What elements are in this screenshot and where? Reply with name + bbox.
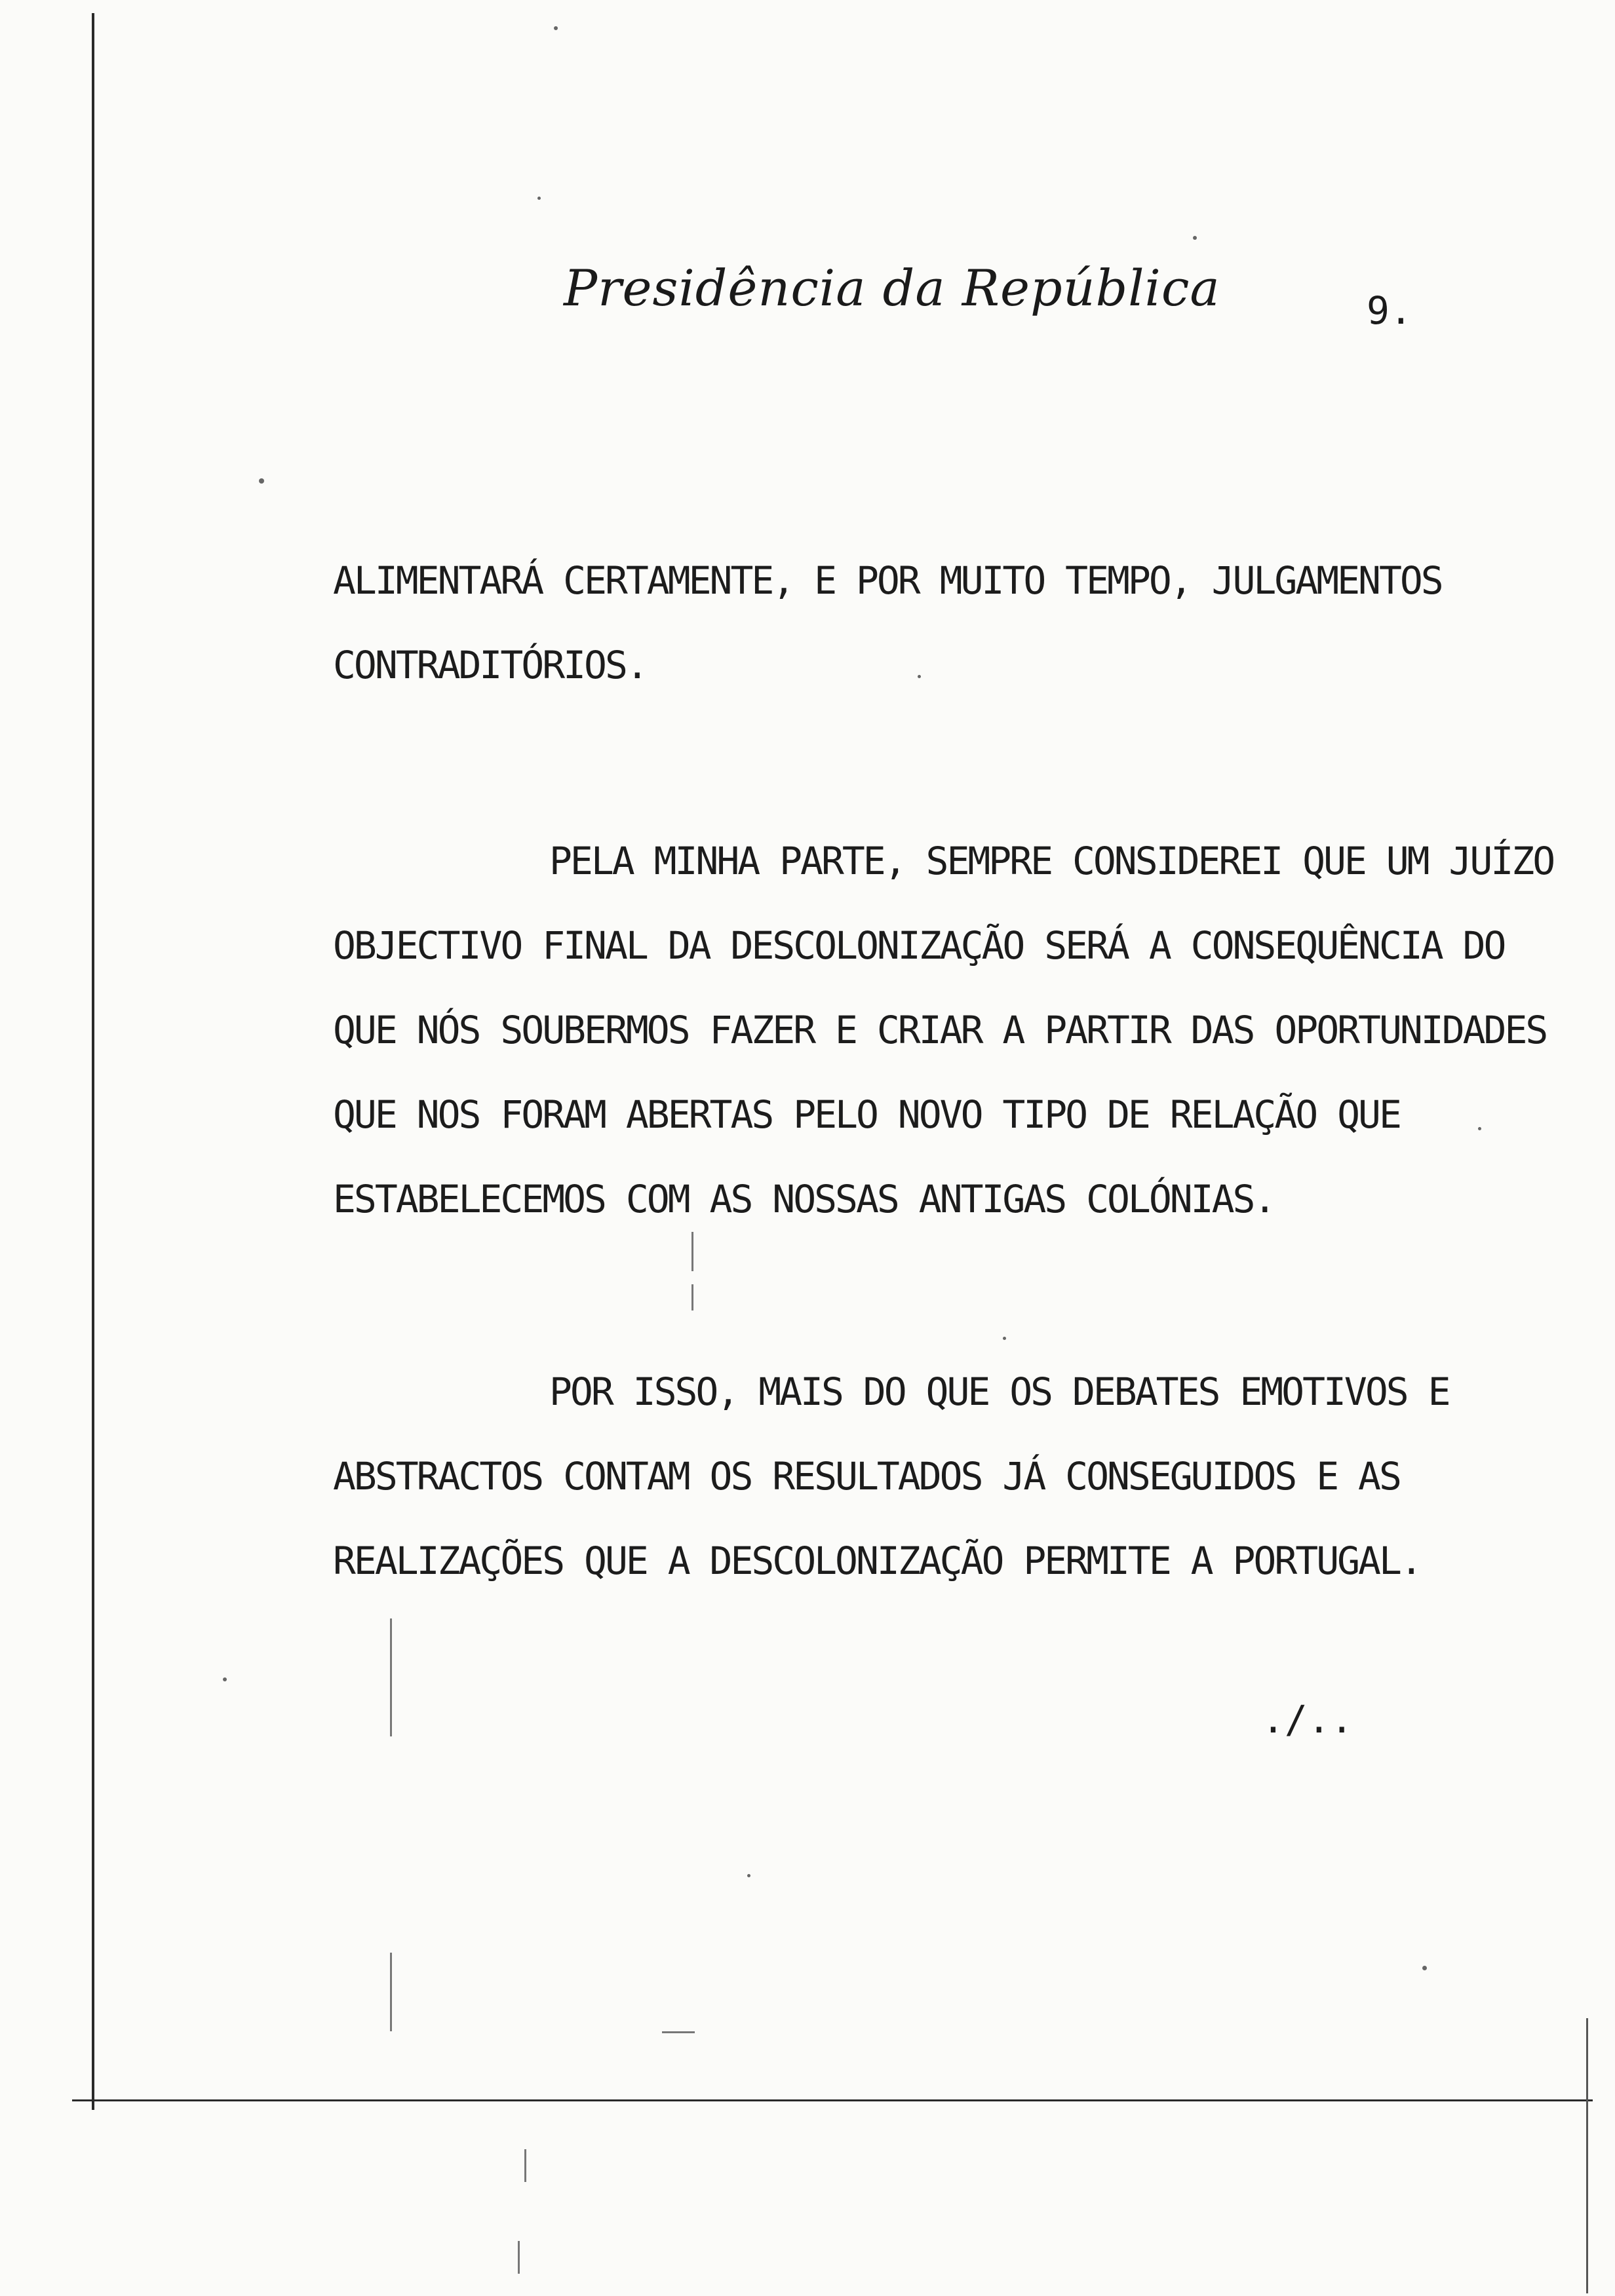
scan-mark <box>691 1284 693 1311</box>
bottom-rule <box>72 2099 1593 2101</box>
text-line: ABSTRACTOS CONTAM OS RESULTADOS JÁ CONSEGUIDOS E AS <box>333 1454 1400 1499</box>
scan-mark <box>390 1618 392 1736</box>
scan-speck <box>554 26 558 30</box>
paragraph-3 <box>333 1350 1552 1603</box>
paragraph-1 <box>333 539 1552 708</box>
scan-mark <box>524 2149 526 2182</box>
scan-speck <box>1478 1127 1481 1130</box>
scan-speck <box>259 478 264 484</box>
scan-mark <box>662 2031 695 2033</box>
scan-mark <box>390 1953 392 2031</box>
scan-mark <box>518 2241 520 2274</box>
text-line: REALIZAÇÕES QUE A DESCOLONIZAÇÃO PERMITE A PORTUGAL. <box>333 1539 1421 1583</box>
letterhead-title: Presidência da República <box>564 259 1220 317</box>
text-line: CONTRADITÓRIOS. <box>333 643 647 687</box>
text-line: ALIMENTARÁ CERTAMENTE, E POR MUITO TEMPO, JULGAMENTOS <box>333 558 1442 603</box>
page-number: 9. <box>1367 288 1412 333</box>
text-line: POR ISSO, MAIS DO QUE OS DEBATES EMOTIVOS E <box>549 1369 1449 1414</box>
text-line: QUE NOS FORAM ABERTAS PELO NOVO TIPO DE RELAÇÃO QUE <box>333 1092 1400 1137</box>
paragraph-2 <box>333 819 1552 1242</box>
scan-speck <box>537 197 541 200</box>
scan-speck <box>1193 236 1197 240</box>
left-margin-line <box>92 13 94 2110</box>
scan-speck <box>1422 1966 1427 1970</box>
scan-mark <box>691 1232 693 1271</box>
right-edge-mark <box>1586 2018 1588 2293</box>
scan-speck <box>918 675 921 678</box>
text-line: PELA MINHA PARTE, SEMPRE CONSIDEREI QUE UM JUÍZO <box>549 839 1554 883</box>
text-line: OBJECTIVO FINAL DA DESCOLONIZAÇÃO SERÁ A CONSEQUÊNCIA DO <box>333 923 1505 968</box>
continuation-mark: ./.. <box>1262 1697 1353 1742</box>
scan-speck <box>747 1874 750 1877</box>
text-line: ESTABELECEMOS COM AS NOSSAS ANTIGAS COLÓNIAS. <box>333 1177 1275 1221</box>
scan-speck <box>1003 1337 1006 1340</box>
scan-speck <box>223 1677 227 1681</box>
text-line: QUE NÓS SOUBERMOS FAZER E CRIAR A PARTIR DAS OPORTUNIDADES <box>333 1008 1547 1052</box>
